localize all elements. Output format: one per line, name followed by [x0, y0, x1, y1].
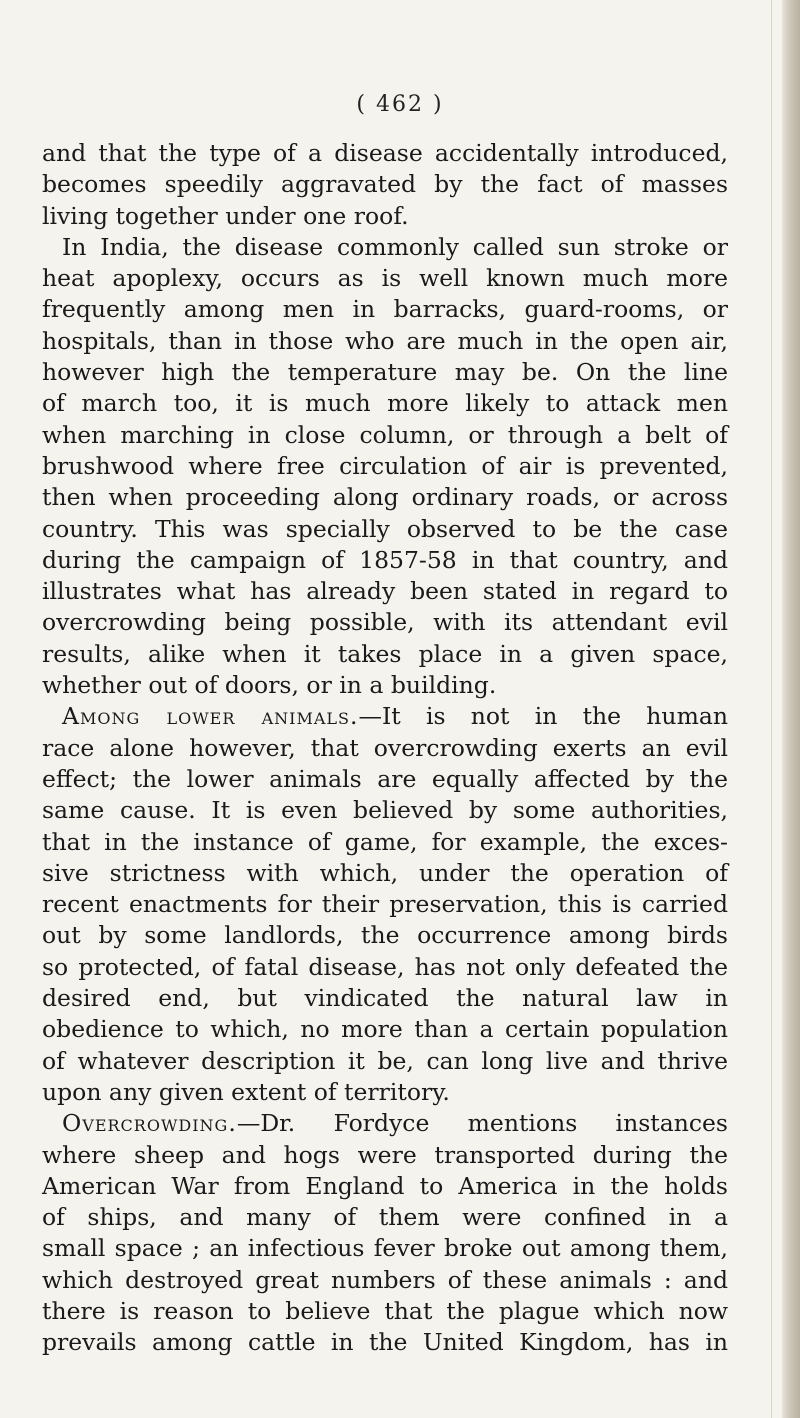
text-line: when marching in close column, or through a belt of [42, 420, 728, 449]
text-line: upon any given extent of territory. [42, 1077, 450, 1106]
text-line: recent enactments for their preservation, this is carried [42, 890, 728, 919]
text-line: desired end, but vindicated the natural law in [42, 984, 728, 1013]
text-line: brushwood where free circulation of air is prevented, [42, 451, 728, 480]
text-line: then when proceeding along ordinary roads, or across [42, 483, 728, 512]
text-line: results, alike when it takes place in a given space, [42, 639, 728, 668]
section-heading: Among lower animals. [62, 702, 359, 731]
text-line: sive strictness with which, under the operation of [42, 858, 728, 887]
text-line: frequently among men in barracks, guard-rooms, or [42, 295, 728, 324]
text-line: overcrowding being possible, with its attendant evil [42, 608, 728, 637]
text-line: American War from England to America in the holds [42, 1171, 728, 1200]
text-line: so protected, of fatal disease, has not only defeated the [42, 952, 728, 981]
text-line: however high the temperature may be. On the line [42, 358, 728, 387]
text-line: of ships, and many of them were confined in a [42, 1203, 728, 1232]
text-line: of march too, it is much more likely to attack men [42, 389, 728, 418]
text-line-rest: —It is not in the human [358, 702, 728, 731]
text-line [42, 1108, 728, 1139]
text-line: where sheep and hogs were transported during the [42, 1140, 728, 1169]
text-line: small space ; an infectious fever broke out among them, [42, 1234, 728, 1263]
text-line: becomes speedily aggravated by the fact of masses [42, 170, 728, 199]
page-fold-line [771, 0, 772, 1418]
text-line: In India, the disease commonly called sun stroke or [62, 232, 728, 261]
page-number: ( 462 ) [356, 92, 444, 117]
text-line: race alone however, that overcrowding exerts an evil [42, 733, 728, 762]
body-text [42, 138, 728, 1359]
text-line: which destroyed great numbers of these animals : and [42, 1265, 728, 1294]
text-line: hospitals, than in those who are much in the open air, [42, 326, 728, 355]
text-line: and that the type of a disease accidentally introduced, [42, 139, 728, 167]
book-edge [782, 0, 800, 1418]
text-line: during the campaign of 1857-58 in that country, and [42, 545, 728, 574]
section-heading: Overcrowding. [62, 1109, 237, 1138]
text-line [42, 701, 728, 732]
text-line: prevails among cattle in the United Kingdom, has in [42, 1328, 728, 1357]
text-line: of whatever description it be, can long live and thrive [42, 1046, 728, 1075]
text-line: heat apoplexy, occurs as is well known much more [42, 264, 728, 293]
text-line-rest: —Dr. Fordyce mentions instances [236, 1109, 728, 1138]
text-line: country. This was specially observed to be the case [42, 514, 728, 543]
text-line: effect; the lower animals are equally affected by the [42, 764, 728, 793]
text-line: obedience to which, no more than a certain population [42, 1015, 728, 1044]
text-line: that in the instance of game, for example, the exces- [42, 827, 728, 856]
text-line: living together under one roof. [42, 201, 409, 230]
text-line: illustrates what has already been stated in regard to [42, 577, 728, 606]
text-line: same cause. It is even believed by some authorities, [42, 796, 728, 825]
text-line: out by some landlords, the occurrence among birds [42, 921, 728, 950]
text-line: whether out of doors, or in a building. [42, 671, 497, 700]
text-line: there is reason to believe that the plague which now [42, 1296, 728, 1325]
